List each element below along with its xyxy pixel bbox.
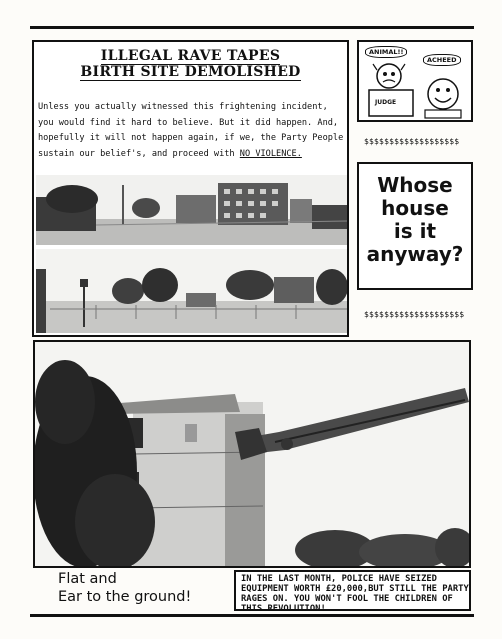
photo-cleared-site-image <box>36 249 347 333</box>
headline-box <box>32 40 349 337</box>
caption-line-1: Flat and <box>58 571 117 587</box>
whose-house-box <box>357 162 473 290</box>
headline-line-1: ILLEGAL RAVE TAPES <box>100 48 281 64</box>
whose-line-2: house <box>381 196 449 220</box>
dollar-row-top: $$$$$$$$$$$$$$$$$$$ <box>364 137 460 146</box>
top-rule <box>30 26 474 29</box>
cartoon-bubble-right: ACHEED <box>423 54 461 66</box>
cartoon-sign: JUDGE <box>375 99 397 106</box>
whose-line-4: anyway? <box>366 242 464 266</box>
photo-demolition-image <box>35 342 469 566</box>
cartoon-box <box>357 40 473 122</box>
dollar-row-bottom: $$$$$$$$$$$$$$$$$$$$ <box>364 310 465 319</box>
photo-flats-street <box>36 175 347 245</box>
photo-flats-street-image <box>36 175 347 245</box>
intro-emphasis: NO VIOLENCE. <box>239 148 302 159</box>
intro-text: Unless you actually witnessed this frightening incident, you would find it hard to believe. But it did happen. And, hopefully it will not happen again, if we, the Party People sustain our belief's, and proceed with <box>38 102 344 159</box>
notice-text: IN THE LAST MONTH, POLICE HAVE SEIZED EQUIPMENT WORTH £20,000,BUT STILL THE PARTY RAGES ON. YOU WON'T FOOL THE CHILDREN OF THIS REVOLUTION! <box>241 574 469 614</box>
whose-line-3: is it <box>393 219 437 243</box>
caption-line-2: Ear to the ground! <box>58 589 192 605</box>
bottom-rule <box>30 614 474 617</box>
cartoon-bubble-left: ANIMAL!! <box>365 46 407 58</box>
photo-cleared-site <box>36 249 347 333</box>
notice-box <box>234 570 471 614</box>
intro-paragraph <box>38 100 346 162</box>
headline-line-2: BIRTH SITE DEMOLISHED <box>80 64 301 80</box>
photo-demolition <box>33 340 471 568</box>
whose-line-1: Whose <box>377 173 453 197</box>
